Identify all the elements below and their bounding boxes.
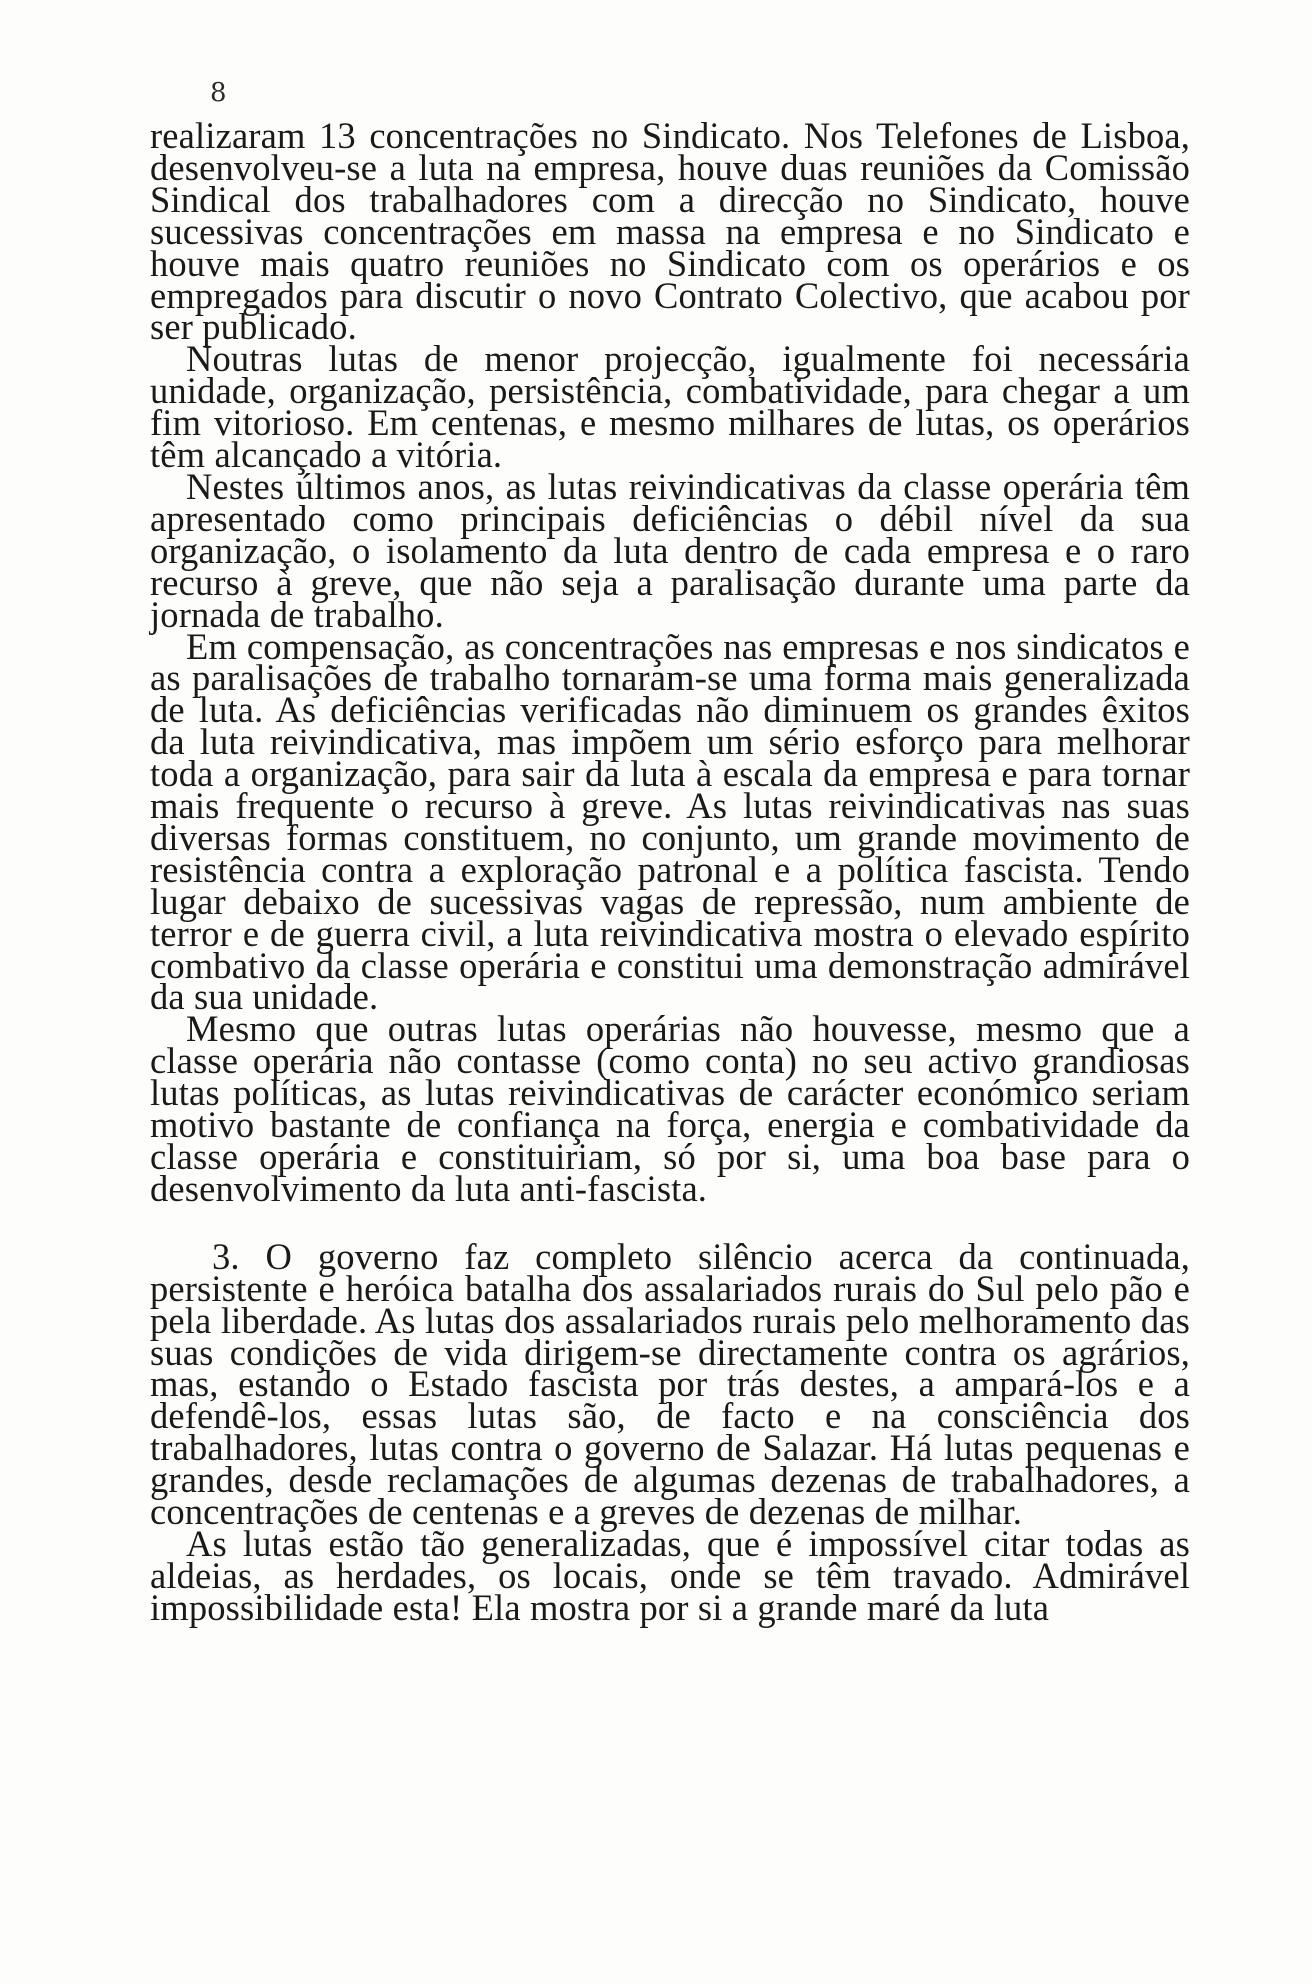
paragraph-4: Em compensação, as concentrações nas empresas e nos sindicatos e as paralisações de trabalho tornaram-se uma forma mais generalizada de luta. As deficiências verificadas não diminuem os grandes êxitos da luta reivindicativa, mas impõem um sério esforço para melhorar toda a organização, para sair da luta à escala da empresa e para tornar mais frequente o recurso à greve. As lutas reivindicativas nas suas diversas formas constituem, no conjunto, um grande movimento de resistência contra a exploração patronal e a política fascista. Tendo lugar debaixo de sucessivas vagas de repressão, num ambiente de terror e de guerra civil, a luta reivindicativa mostra o elevado espírito combativo da classe operária e constitui uma demonstração admirável da sua unidade.	[150, 625, 1190, 1018]
paragraph-section-3: 3. O governo faz completo silêncio acerca da continuada, persistente e heróica batalha dos assalariados rurais do Sul pelo pão e pela liberdade. As lutas dos assalariados rurais pelo melhoramento das suas condições de vida dirigem-se directamente contra os agrários, mas, estando o Estado fascista por trás destes, a ampará-los e a defendê-los, essas lutas são, de facto e na consciência dos trabalhadores, lutas contra o governo de Salazar. Há lutas pequenas e grandes, desde reclamações de algumas dezenas de trabalhadores, a concentrações de centenas e a greves de dezenas de milhar.	[150, 1235, 1190, 1533]
paragraph-7: As lutas estão tão generalizadas, que é impossível citar todas as aldeias, as herdades, os locais, onde se têm travado. Admirável impossibilidade esta! Ela mostra por si a grande maré da luta	[150, 1522, 1190, 1628]
paragraph-2: Noutras lutas de menor projecção, igualmente foi necessária unidade, organização, persistência, combatividade, para chegar a um fim vitorioso. Em centenas, e mesmo milhares de lutas, os operários têm alcançado a vitória.	[150, 338, 1190, 476]
paragraph-1: realizaram 13 concentrações no Sindicato. Nos Telefones de Lisboa, desenvolveu-se a luta na empresa, houve duas reuniões da Comissão Sindical dos trabalhadores com a direcção no Sindicato, houve sucessivas concentrações em massa na empresa e no Sindicato e houve mais quatro reuniões no Sindicato com os operários e os empregados para discutir o novo Contrato Colectivo, que acabou por ser publicado.	[150, 115, 1190, 348]
paragraph-5: Mesmo que outras lutas operárias não houvesse, mesmo que a classe operária não contasse (como conta) no seu activo grandiosas lutas políticas, as lutas reivindicativas de carácter económico seriam motivo bastante de confiança na força, energia e combatividade da classe operária e constituiriam, só por si, uma boa base para o desenvolvimento da luta anti-fascista.	[150, 1008, 1190, 1209]
page-number: 8	[210, 78, 227, 108]
paragraph-3: Nestes últimos anos, as lutas reivindicativas da classe operária têm apresentado como principais deficiências o débil nível da sua organização, o isolamento da luta dentro de cada empresa e o raro recurso à greve, que não seja a paralisação durante uma parte da jornada de trabalho.	[150, 465, 1190, 635]
body-text	[150, 115, 1190, 1628]
